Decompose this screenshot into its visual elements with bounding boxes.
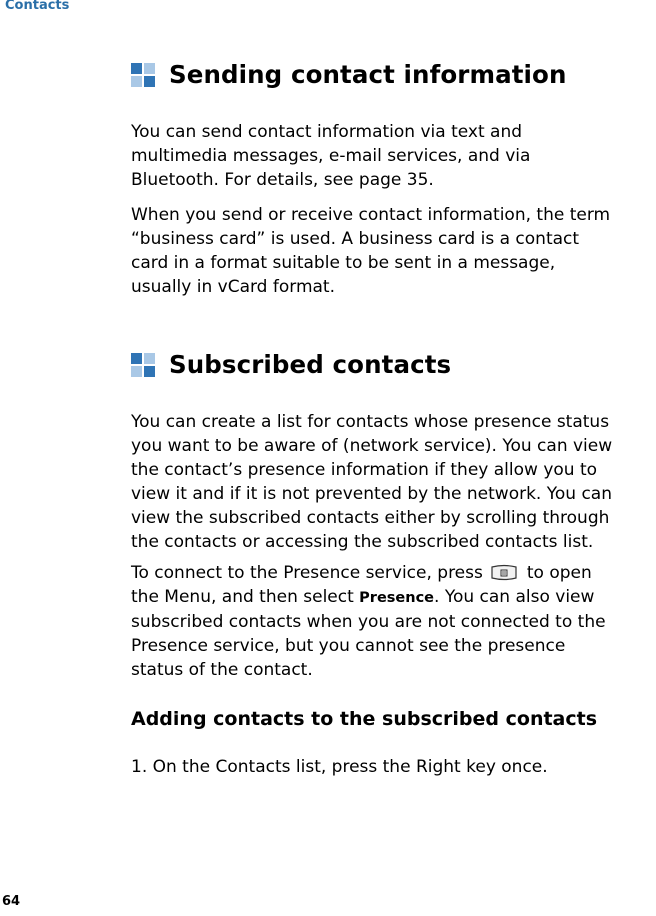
paragraph: You can create a list for contacts whose presence status you want to be aware of (network service). You can view the contact’s presence information if they allow you to view it and if it is not prevented by the network. You can view the subscribed contacts either by scrolling through the contacts or accessing the subscribed contacts list.: [131, 412, 613, 552]
running-header: Contacts: [5, 0, 70, 13]
section-heading-sending: [131, 60, 567, 89]
page-number: 64: [2, 894, 21, 909]
section-title: Subscribed contacts: [169, 350, 452, 379]
section-title: Sending contact information: [169, 60, 567, 89]
paragraph: When you send or receive contact information, the term “business card” is used. A business card is a contact card in a format suitable to be sent in a message, usually in vCard format.: [131, 205, 611, 297]
paragraph: You can send contact information via text and multimedia messages, e-mail services, and via Bluetooth. For details, see page 35.: [131, 122, 531, 190]
section-bullet-icon: [131, 353, 155, 377]
section-bullet-icon: [131, 63, 155, 87]
presence-paragraph: To connect to the Presence service, press to open the Menu, and then select Presence. You can also view subscribed contacts when you are not connected to the Presence service, but you cannot see the presence status of the contact.: [131, 563, 606, 680]
step-1: 1. On the Contacts list, press the Right key once.: [131, 757, 548, 777]
section-heading-subscribed: [131, 350, 451, 379]
menu-key-icon: [489, 564, 519, 582]
menu-option-presence: Presence: [359, 590, 435, 606]
subheading: Adding contacts to the subscribed contacts: [131, 708, 598, 730]
